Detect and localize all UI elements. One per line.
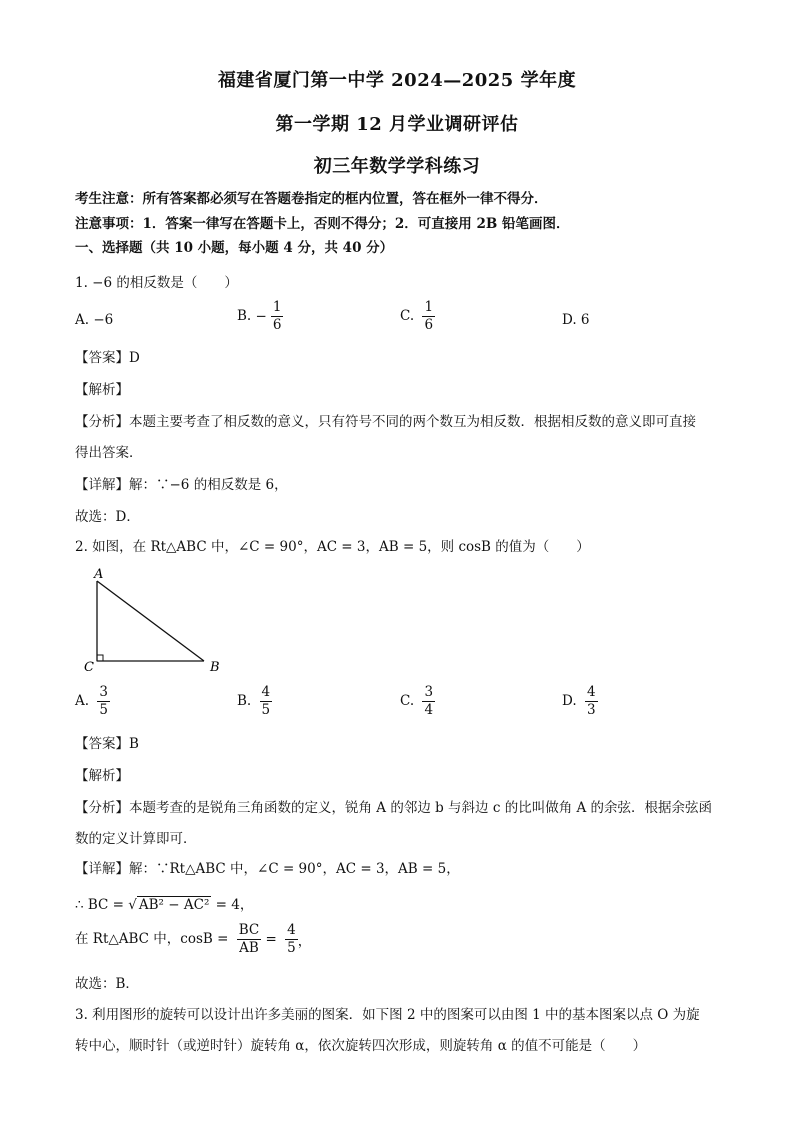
q1-stem: 1. −6 的相反数是（ ） <box>75 275 238 291</box>
cos-fraction-2-numerator: 4 <box>287 922 296 938</box>
cos-fraction-2-denominator: 5 <box>287 939 296 956</box>
q1-option-c-label: C. <box>400 307 415 324</box>
q1-analysis-line2: 得出答案． <box>75 445 143 461</box>
notice-1: 考生注意：所有答案都必须写在答题卷指定的框内位置，答在框外一律不得分． <box>75 191 548 207</box>
q2-option-d <box>562 684 598 719</box>
q2-option-d-numerator: 4 <box>586 684 596 700</box>
vertex-c-label: C <box>84 660 94 675</box>
q2-option-c <box>400 684 435 719</box>
q1-analysis-line1: 【分析】本题主要考查了相反数的意义，只有符号不同的两个数互为相反数．根据相反数的意义即可直接 <box>75 414 696 430</box>
vertex-b-label: B <box>210 660 220 675</box>
q2-option-b <box>237 684 272 719</box>
q2-option-a-denominator: 5 <box>99 701 108 718</box>
q2-option-b-denominator: 5 <box>261 701 271 718</box>
q3-stem-line1: 3. 利用图形的旋转可以设计出许多美丽的图案．如下图 2 中的图案可以由图 1 中的基本图案以点 O 为旋 <box>75 1007 700 1023</box>
q1-choose: 故选：D． <box>75 509 140 525</box>
cos-fraction-1 <box>237 922 262 957</box>
cos-fraction-2 <box>285 922 298 957</box>
equals-sign: = <box>261 931 282 948</box>
sqrt-radicand: AB² − AC² <box>138 897 210 913</box>
q1-option-b-fraction <box>271 299 284 334</box>
notice-2: 注意事项：1．答案一律写在答题卡上，否则不得分；2．可直接用 2B 铅笔画图． <box>75 216 570 232</box>
q2-option-c-fraction <box>422 684 435 719</box>
q1-option-b-denominator: 6 <box>272 316 282 333</box>
q2-option-b-label: B. <box>237 692 252 709</box>
q2-option-d-denominator: 3 <box>586 701 596 718</box>
q1-option-c-denominator: 6 <box>424 316 434 333</box>
q1-option-c-numerator: 1 <box>424 299 434 315</box>
q2-analysis-line1: 【分析】本题考查的是锐角三角函数的定义，锐角 A 的邻边 b 与斜边 c 的比叫做角 A 的余弦．根据余弦函 <box>75 800 713 816</box>
q2-detail-line3 <box>75 922 311 957</box>
header-title-line3: 初三年数学学科练习 <box>313 156 481 177</box>
q2-option-b-numerator: 4 <box>261 684 271 700</box>
q2-option-a-fraction <box>97 684 110 719</box>
q2-option-a-label: A. <box>75 692 90 709</box>
q2-analysis-line2: 数的定义计算即可． <box>75 831 197 847</box>
section-heading: 一、选择题（共 10 小题，每小题 4 分，共 40 分） <box>75 240 394 256</box>
q1-option-b-sign: − <box>255 308 267 325</box>
cos-fraction-1-denominator: AB <box>239 939 259 956</box>
q1-option-b-label: B. <box>237 307 252 324</box>
q2-detail-line1: 【详解】解：∵Rt△ABC 中，∠C = 90°，AC = 3，AB = 5， <box>75 861 460 877</box>
q2-detail-line3-suffix: ， <box>297 933 312 950</box>
q2-detail-line3-prefix: 在 Rt△ABC 中，cosB = <box>75 930 233 947</box>
q2-option-c-denominator: 4 <box>424 701 434 718</box>
vertex-a-label: A <box>94 567 104 582</box>
side-ab <box>97 581 204 661</box>
q1-detail: 【详解】解：∵−6 的相反数是 6， <box>75 477 288 493</box>
cos-fraction-1-numerator: BC <box>238 922 260 938</box>
q2-stem: 2. 如图，在 Rt△ABC 中，∠C = 90°，AC = 3，AB = 5，则 cosB 的值为（ ） <box>75 539 590 555</box>
q2-detail-line2-prefix: ∴ BC = <box>75 897 129 913</box>
header-title-line1: 福建省厦门第一中学 2024—2025 学年度 <box>217 70 577 91</box>
q2-choose: 故选：B． <box>75 976 139 992</box>
q1-option-d: D. 6 <box>562 312 590 328</box>
q2-option-d-label: D. <box>562 692 577 709</box>
q2-option-a <box>75 684 110 719</box>
q2-option-c-label: C. <box>400 692 415 709</box>
right-triangle-diagram <box>80 565 230 677</box>
q2-option-d-fraction <box>585 684 598 719</box>
q1-option-b <box>237 299 283 334</box>
sqrt-sign: √ <box>128 897 137 913</box>
q2-detail-line2 <box>75 893 253 913</box>
q1-option-a: A. −6 <box>75 312 114 328</box>
q2-analysis-heading: 【解析】 <box>75 768 129 784</box>
q1-answer: 【答案】D <box>75 350 140 366</box>
q3-stem-line2: 转中心，顺时针（或逆时针）旋转角 α，依次旋转四次形成，则旋转角 α 的值不可能是（ ） <box>75 1038 647 1054</box>
q2-detail-line2-suffix: = 4， <box>211 897 254 913</box>
q1-option-b-numerator: 1 <box>272 299 282 315</box>
q2-option-c-numerator: 3 <box>424 684 434 700</box>
q1-option-c <box>400 299 435 334</box>
q2-answer: 【答案】B <box>75 736 139 752</box>
q2-option-b-fraction <box>260 684 273 719</box>
q2-option-a-numerator: 3 <box>99 684 108 700</box>
q1-analysis-heading: 【解析】 <box>75 382 129 398</box>
right-angle-mark <box>97 655 103 661</box>
header-title-line2: 第一学期 12 月学业调研评估 <box>275 114 519 135</box>
q1-option-c-fraction <box>422 299 435 334</box>
